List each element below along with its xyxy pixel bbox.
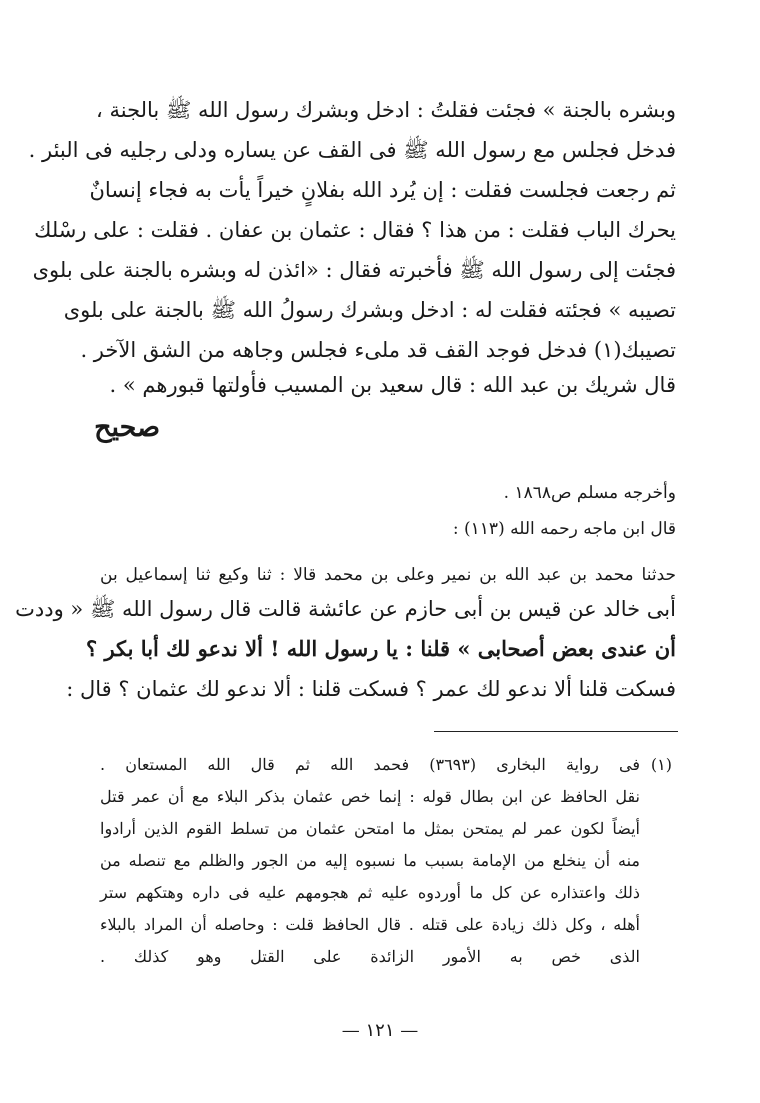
page-number: — ١٢١ — bbox=[341, 1020, 419, 1041]
main-line-1: وبشره بالجنة » فجئت فقلتُ : ادخل وبشرك رسول الله ﷺ بالجنة ، bbox=[96, 98, 676, 122]
sub-line-1: وأخرجه مسلم ص١٨٦٨ . bbox=[503, 483, 676, 503]
sub-line-4: أبى خالد عن قيس بن أبى حازم عن عائشة قالت قال رسول الله ﷺ « وددت bbox=[15, 597, 676, 621]
main-line-5: فجئت إلى رسول الله ﷺ فأخبرته فقال : «ائذن له وبشره بالجنة على بلوى bbox=[32, 258, 676, 282]
footnote-line-4: منه أن ينخلع من الإمامة بسبب ما نسبوه إليه من الجور والظلم مع تنصله من bbox=[100, 851, 640, 870]
main-line-3: ثم رجعت فجلست فقلت : إن يُرد الله بفلانٍ خيراً يأت به فجاء إنسانٌ bbox=[89, 178, 676, 202]
footnote-line-2: نقل الحافظ عن ابن بطال قوله : إنما خص عثمان بذكر البلاء مع أن عمر قتل bbox=[100, 787, 640, 806]
footnote-line-5: ذلك واعتذاره عن كل ما أوردوه عليه ثم هجومهم عليه فى داره وهتكهم ستر bbox=[100, 883, 640, 902]
main-line-8: قال شريك بن عبد الله : قال سعيد بن المسيب فأولتها قبورهم » . bbox=[109, 373, 676, 397]
sub-line-2: قال ابن ماجه رحمه الله (١١٣) : bbox=[452, 519, 676, 539]
footnote-line-7: الذى خص به الأمور الزائدة على القتل وهو كذلك . bbox=[100, 947, 640, 966]
footnote-number: (١) bbox=[650, 755, 672, 774]
footnote-line-6: أهله ، وكل ذلك زيادة على قتله . قال الحافظ قلت : وحاصله أن المراد بالبلاء bbox=[100, 915, 640, 934]
footnote-line-3: أيضاً لكون عمر لم يمتحن بمثل ما امتحن عثمان من تسلط القوم الذين أرادوا bbox=[100, 819, 640, 838]
footnote-line-1: فى رواية البخارى (٣٦٩٣) فحمد الله ثم قال الله المستعان . bbox=[100, 755, 640, 774]
main-line-4: يحرك الباب فقلت : من هذا ؟ فقال : عثمان بن عفان . فقلت : على رسْلك bbox=[34, 218, 676, 242]
main-line-6: تصيبه » فجئته فقلت له : ادخل وبشرك رسولُ الله ﷺ بالجنة على بلوى bbox=[63, 298, 676, 322]
footnote-rule bbox=[434, 731, 678, 732]
main-line-7: تصيبك(١) فدخل فوجد القف قد ملىء فجلس وجاهه من الشق الآخر . bbox=[80, 338, 676, 362]
sub-line-6: فسكت قلنا ألا ندعو لك عمر ؟ فسكت قلنا : ألا ندعو لك عثمان ؟ قال : bbox=[66, 677, 676, 701]
sub-line-5: أن عندى بعض أصحابى » قلنا : يا رسول الله ! ألا ندعو لك أبا بكر ؟ bbox=[86, 636, 676, 661]
sub-line-3: حدثنا محمد بن عبد الله بن نمير وعلى بن محمد قالا : ثنا وكيع ثنا إسماعيل بن bbox=[100, 565, 676, 585]
main-line-2: فدخل فجلس مع رسول الله ﷺ فى القف عن يساره ودلى رجليه فى البئر . bbox=[28, 138, 676, 162]
section-heading: صحيح bbox=[94, 412, 160, 443]
